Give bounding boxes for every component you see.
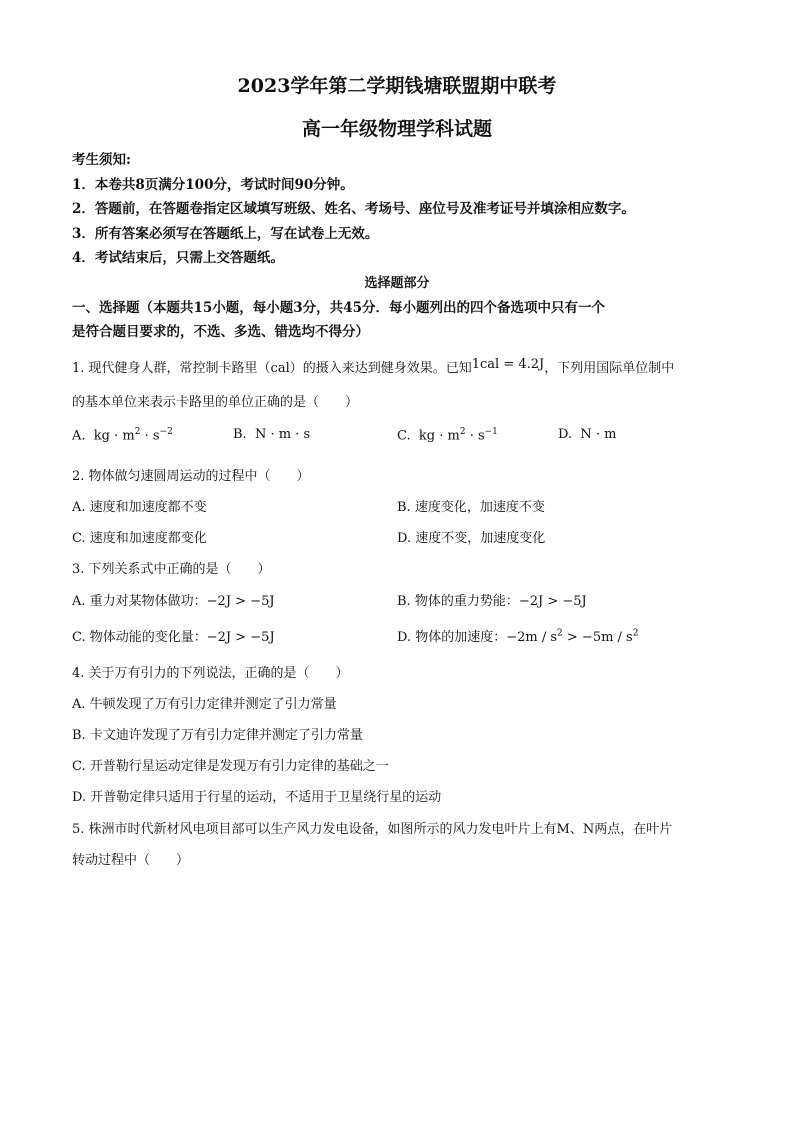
question-5-stem: 5. 株洲市时代新材风电项目部可以生产风力发电设备，如图所示的风力发电叶片上有M、N两点，在叶片 — [72, 822, 673, 837]
section-instruction-1: 一、选择题（本题共15小题，每小题3分，共45分．每小题列出的四个备选项中只有一个 — [72, 300, 605, 316]
section-instruction-2: 是符合题目要求的，不选、多选、错选均不得分） — [72, 324, 369, 340]
question-1-option-a — [72, 427, 173, 443]
question-1-option-d — [558, 427, 616, 442]
option-d-exponent-2: 2 — [632, 628, 639, 639]
option-b-unit: N · m · s — [254, 427, 311, 442]
option-c-exponent-1: 2 — [459, 427, 466, 437]
option-a-exponent-1: 2 — [134, 427, 141, 437]
question-1-stem-part-b: ，下列用国际单位制中 — [544, 361, 675, 376]
option-label: A. — [72, 428, 86, 444]
question-3-option-a: A. 重力对某物体做功：−2J > −5J — [72, 594, 275, 609]
question-4-option-d: D. 开普勒定律只适用于行星的运动，不适用于卫星绕行星的运动 — [72, 790, 442, 805]
option-a-unit-2: · s — [140, 428, 160, 444]
question-1-option-c — [397, 427, 498, 443]
option-d-exponent-1: 2 — [557, 628, 563, 639]
option-label: C. — [397, 428, 411, 444]
option-c-unit-2: · s — [465, 428, 485, 444]
question-2-stem: 2. 物体做匀速圆周运动的过程中（ ） — [72, 469, 310, 484]
question-3-stem: 3. 下列关系式中正确的是（ ） — [72, 562, 271, 577]
notice-item-4: 4．考试结束后，只需上交答题纸。 — [72, 250, 284, 266]
option-a-exponent-2: −2 — [159, 427, 173, 437]
notice-item-3: 3．所有答案必须写在答题纸上，写在试卷上无效。 — [72, 226, 379, 242]
question-1-option-b — [233, 427, 310, 442]
question-4-option-c: C. 开普勒行星运动定律是发现万有引力定律的基础之一 — [72, 759, 389, 774]
option-a-unit: kg · m — [93, 428, 135, 444]
question-1-stem-part-a: 1. 现代健身人群，常控制卡路里（cal）的摄入来达到健身效果。已知 — [72, 361, 472, 376]
exam-subtitle: 高一年级物理学科试题 — [301, 118, 492, 140]
option-c-exponent-2: −1 — [484, 427, 498, 437]
question-3-option-c: C. 物体动能的变化量：−2J > −5J — [72, 630, 275, 645]
question-2-option-b: B. 速度变化，加速度不变 — [397, 500, 545, 515]
section-heading: 选择题部分 — [364, 276, 430, 291]
question-4-option-b: B. 卡文迪许发现了万有引力定律并测定了引力常量 — [72, 728, 363, 743]
question-2-option-a: A. 速度和加速度都不变 — [72, 500, 207, 515]
question-3-option-b: B. 物体的重力势能：−2J > −5J — [397, 594, 587, 609]
question-1-stem-line-2: 的基本单位来表示卡路里的单位正确的是（ ） — [72, 395, 359, 410]
notice-heading: 考生须知: — [72, 152, 131, 168]
question-1-stem — [72, 357, 674, 376]
option-d-unit: N · m — [580, 427, 617, 442]
option-d-text-a: D. 物体的加速度：−2m / s — [397, 630, 558, 645]
option-c-unit: kg · m — [418, 428, 460, 444]
exam-title: 2023学年第二学期钱塘联盟期中联考 — [237, 75, 557, 97]
option-label: B. — [233, 427, 247, 442]
option-d-text-b: > −5m / s — [562, 630, 633, 645]
notice-item-2: 2．答题前，在答题卷指定区域填写班级、姓名、考场号、座位号及准考证号并填涂相应数字。 — [72, 201, 635, 217]
question-4-stem: 4. 关于万有引力的下列说法，正确的是（ ） — [72, 666, 349, 681]
question-5-stem-line-2: 转动过程中（ ） — [72, 853, 190, 868]
question-3-option-d — [397, 626, 638, 645]
question-2-option-d: D. 速度不变，加速度变化 — [397, 531, 546, 546]
question-4-option-a: A. 牛顿发现了万有引力定律并测定了引力常量 — [72, 697, 337, 712]
question-1-formula: 1cal = 4.2J — [471, 357, 545, 372]
option-label: D. — [558, 427, 573, 442]
notice-item-1: 1．本卷共8页满分100分，考试时间90分钟。 — [72, 177, 354, 193]
question-2-option-c: C. 速度和加速度都变化 — [72, 531, 207, 546]
